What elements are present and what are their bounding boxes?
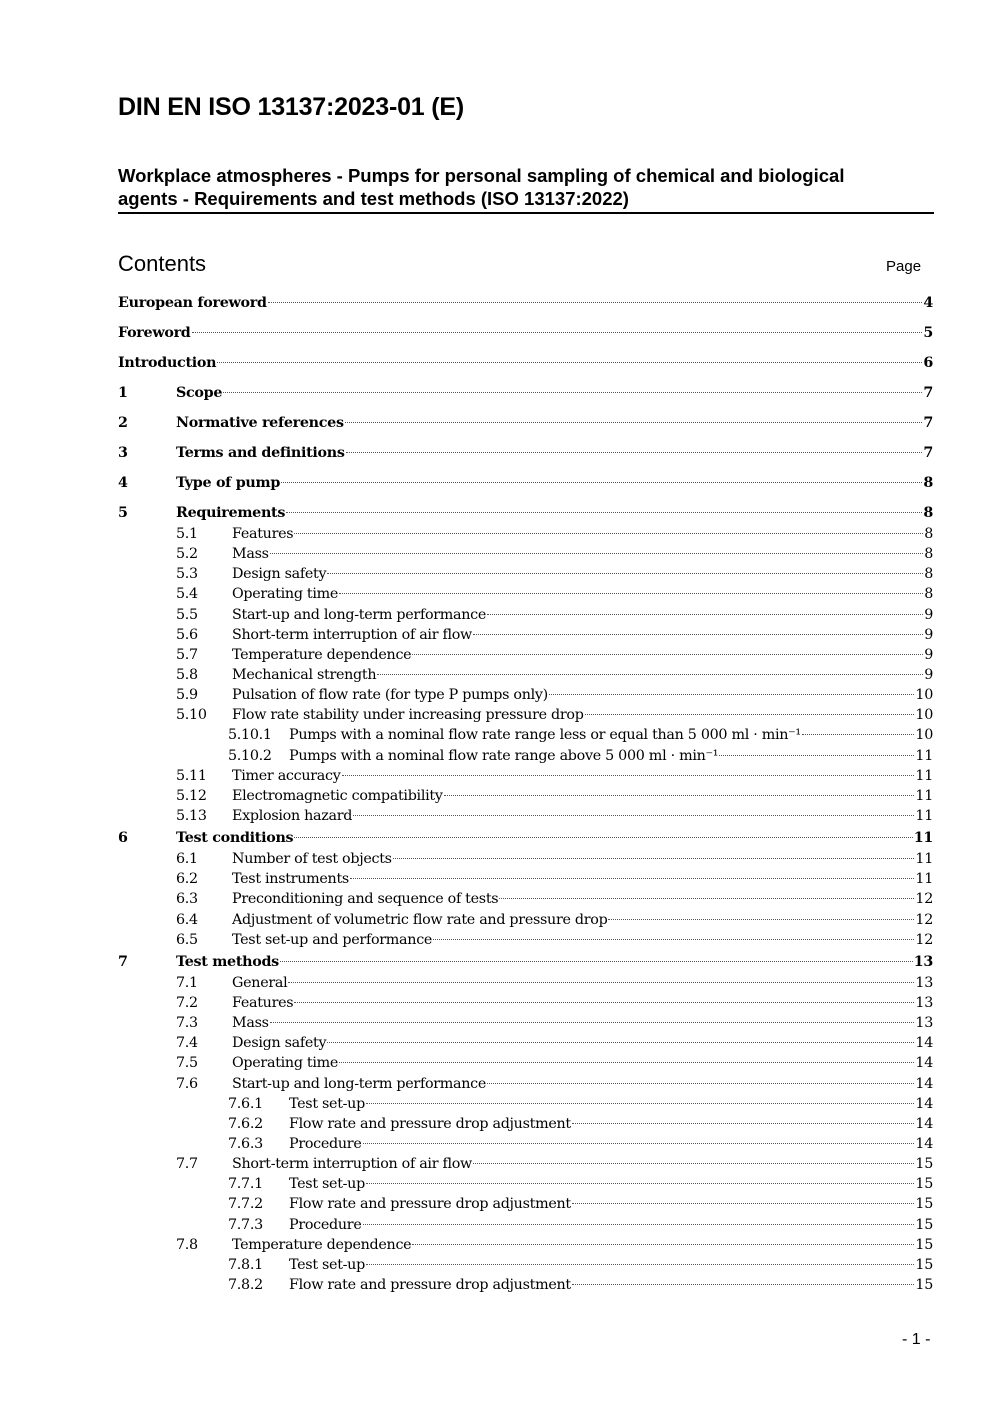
toc-entry[interactable]: [118, 351, 933, 381]
toc-entry-page: 14: [915, 1035, 933, 1052]
toc-entry-page: 10: [915, 727, 933, 744]
toc-entry[interactable]: [118, 746, 933, 766]
toc-entry-title: Scope: [176, 385, 223, 401]
toc-entry-title: Requirements: [176, 505, 286, 521]
toc-entry-page: 14: [915, 1075, 933, 1092]
toc-dot-leader: [473, 1163, 914, 1164]
toc-entry-number: 7.5: [176, 1055, 198, 1072]
toc-dot-leader: [223, 392, 922, 393]
toc-entry-page: 15: [915, 1176, 933, 1193]
table-of-contents: [118, 291, 933, 1295]
toc-entry[interactable]: [118, 889, 933, 909]
toc-entry[interactable]: [118, 1053, 933, 1073]
contents-heading: Contents: [118, 251, 207, 276]
toc-entry-title: Short-term interruption of air flow: [232, 1156, 472, 1173]
toc-entry-page: 7: [923, 445, 933, 461]
toc-entry-title: Procedure: [289, 1216, 362, 1233]
toc-entry-title: Adjustment of volumetric flow rate and pressure drop: [232, 911, 608, 928]
toc-entry-title: Start-up and long-term performance: [232, 606, 487, 623]
toc-entry-number: 3: [118, 445, 128, 461]
toc-dot-leader: [288, 982, 914, 983]
toc-entry-title: Test set-up: [289, 1256, 365, 1273]
toc-dot-leader: [366, 1103, 914, 1104]
toc-entry[interactable]: [118, 910, 933, 930]
toc-entry-title: Explosion hazard: [232, 807, 353, 824]
toc-entry[interactable]: [118, 1194, 933, 1214]
toc-entry[interactable]: [118, 564, 933, 584]
toc-entry-title: Test instruments: [232, 871, 349, 888]
toc-entry-title: Flow rate and pressure drop adjustment: [289, 1115, 571, 1132]
toc-entry-page: 6: [923, 355, 933, 371]
toc-entry-page: 15: [915, 1276, 933, 1293]
toc-entry[interactable]: [118, 471, 933, 501]
toc-entry-title: Test conditions: [176, 830, 294, 847]
toc-entry-number: 5.7: [176, 646, 198, 663]
toc-entry[interactable]: [118, 441, 933, 471]
toc-entry-title: Mass: [232, 546, 269, 563]
toc-entry-page: 4: [923, 295, 933, 311]
toc-entry-number: 7.6.1: [228, 1095, 263, 1112]
toc-entry-title: General: [232, 974, 288, 991]
toc-entry-number: 5.12: [176, 787, 207, 804]
toc-entry-number: 7.6: [176, 1075, 198, 1092]
toc-entry[interactable]: [118, 766, 933, 786]
toc-entry[interactable]: [118, 524, 933, 544]
toc-entry-number: 6.2: [176, 871, 198, 888]
document-title: DIN EN ISO 13137:2023-01 (E): [118, 93, 464, 121]
toc-dot-leader: [719, 755, 914, 756]
toc-entry-page: 11: [915, 851, 933, 868]
toc-entry-number: 5.1: [176, 526, 198, 542]
toc-entry-page: 8: [923, 505, 933, 521]
toc-entry[interactable]: [118, 381, 933, 411]
toc-entry-title: Flow rate and pressure drop adjustment: [289, 1276, 571, 1293]
toc-dot-leader: [487, 614, 923, 615]
toc-dot-leader: [339, 1062, 914, 1063]
toc-dot-leader: [339, 593, 923, 594]
toc-entry[interactable]: [118, 291, 933, 321]
toc-entry-page: 15: [915, 1256, 933, 1273]
toc-entry-number: 7: [118, 953, 128, 970]
toc-dot-leader: [280, 961, 913, 962]
toc-dot-leader: [487, 1083, 914, 1084]
toc-entry[interactable]: [118, 1275, 933, 1295]
toc-entry-number: 5: [118, 505, 128, 521]
toc-dot-leader: [270, 1022, 915, 1023]
toc-dot-leader: [412, 654, 923, 655]
toc-entry-title: Test set-up: [289, 1095, 365, 1112]
toc-entry-page: 15: [915, 1236, 933, 1253]
toc-entry-page: 15: [915, 1196, 933, 1213]
toc-entry-number: 4: [118, 475, 128, 491]
toc-dot-leader: [393, 858, 915, 859]
toc-dot-leader: [363, 1224, 915, 1225]
toc-entry-title: Design safety: [232, 1035, 327, 1052]
toc-entry[interactable]: [118, 584, 933, 604]
toc-entry[interactable]: [118, 1114, 933, 1134]
footer-page-number: - 1 -: [902, 1331, 931, 1348]
toc-entry[interactable]: [118, 1154, 933, 1174]
toc-entry-page: 10: [915, 707, 933, 724]
toc-entry-number: 7.7: [176, 1156, 198, 1173]
toc-entry-number: 6.3: [176, 891, 198, 908]
toc-dot-leader: [294, 837, 912, 838]
toc-entry-page: 7: [923, 385, 933, 401]
toc-entry-page: 8: [924, 566, 933, 583]
toc-entry-page: 9: [924, 666, 933, 683]
toc-dot-leader: [608, 919, 914, 920]
toc-entry-page: 11: [915, 747, 933, 764]
toc-entry-title: Pumps with a nominal flow rate range above 5 000 ml · min⁻¹: [289, 747, 719, 764]
toc-entry-title: Temperature dependence: [232, 646, 412, 663]
toc-entry[interactable]: [118, 1174, 933, 1194]
toc-dot-leader: [281, 482, 922, 483]
toc-entry-title: Features: [232, 526, 294, 542]
toc-entry-title: Number of test objects: [232, 851, 392, 868]
toc-entry-number: 5.5: [176, 606, 198, 623]
toc-entry-page: 11: [915, 871, 933, 888]
toc-dot-leader: [192, 332, 923, 333]
toc-entry[interactable]: [118, 786, 933, 806]
toc-entry-number: 7.8.2: [228, 1276, 263, 1293]
toc-dot-leader: [342, 775, 915, 776]
toc-dot-leader: [433, 939, 914, 940]
toc-entry-title: Pulsation of flow rate (for type P pumps only): [232, 687, 548, 704]
toc-dot-leader: [346, 452, 923, 453]
toc-dot-leader: [268, 302, 923, 303]
toc-dot-leader: [572, 1123, 915, 1124]
toc-entry-page: 8: [923, 475, 933, 491]
toc-entry-number: 5.4: [176, 586, 198, 603]
toc-entry-number: 5.10: [176, 707, 207, 724]
toc-entry-page: 13: [915, 994, 933, 1011]
toc-entry-number: 7.4: [176, 1035, 198, 1052]
toc-entry-page: 13: [913, 953, 933, 970]
toc-entry-title: Foreword: [118, 325, 191, 341]
toc-entry-number: 6: [118, 830, 128, 847]
toc-entry-page: 14: [915, 1095, 933, 1112]
toc-dot-leader: [217, 362, 922, 363]
toc-entry[interactable]: [118, 1033, 933, 1053]
toc-entry-page: 14: [915, 1115, 933, 1132]
toc-entry-page: 11: [915, 767, 933, 784]
toc-entry[interactable]: [118, 544, 933, 564]
toc-dot-leader: [327, 1042, 914, 1043]
toc-entry-title: Operating time: [232, 1055, 339, 1072]
toc-entry[interactable]: [118, 993, 933, 1013]
toc-dot-leader: [286, 512, 922, 513]
toc-entry-page: 13: [915, 1015, 933, 1032]
page-column-label: Page: [886, 258, 922, 275]
toc-entry[interactable]: [118, 869, 933, 889]
toc-entry-number: 5.6: [176, 626, 198, 643]
toc-entry-page: 15: [915, 1156, 933, 1173]
toc-dot-leader: [350, 878, 914, 879]
toc-dot-leader: [345, 422, 923, 423]
toc-dot-leader: [366, 1183, 914, 1184]
toc-entry-number: 5.10.2: [228, 747, 272, 764]
toc-entry[interactable]: [118, 625, 933, 645]
toc-entry-page: 8: [924, 586, 933, 603]
toc-entry-number: 5.10.1: [228, 727, 272, 744]
toc-entry-title: Mass: [232, 1015, 269, 1032]
toc-dot-leader: [412, 1244, 914, 1245]
toc-entry-page: 10: [915, 687, 933, 704]
toc-dot-leader: [572, 1203, 915, 1204]
toc-entry[interactable]: [118, 411, 933, 441]
toc-entry[interactable]: [118, 930, 933, 950]
toc-entry-title: Preconditioning and sequence of tests: [232, 891, 499, 908]
toc-entry-title: Short-term interruption of air flow: [232, 626, 472, 643]
toc-entry-page: 14: [915, 1135, 933, 1152]
toc-dot-leader: [499, 898, 914, 899]
toc-entry-page: 11: [913, 830, 933, 847]
toc-entry-number: 7.6.2: [228, 1115, 263, 1132]
toc-entry-title: Terms and definitions: [176, 445, 345, 461]
toc-entry-page: 9: [924, 606, 933, 623]
toc-dot-leader: [444, 795, 915, 796]
toc-entry-title: Normative references: [176, 415, 344, 431]
toc-entry-page: 13: [915, 974, 933, 991]
toc-entry-number: 7.7.1: [228, 1176, 263, 1193]
toc-entry[interactable]: [118, 605, 933, 625]
toc-entry-title: Pumps with a nominal flow rate range less or equal than 5 000 ml · min⁻¹: [289, 727, 801, 744]
toc-entry-page: 12: [915, 891, 933, 908]
toc-entry-number: 7.1: [176, 974, 198, 991]
toc-entry-title: Features: [232, 994, 294, 1011]
toc-entry-number: 1: [118, 385, 128, 401]
toc-entry-page: 8: [924, 526, 933, 542]
toc-entry-page: 7: [923, 415, 933, 431]
toc-entry-page: 15: [915, 1216, 933, 1233]
toc-entry-title: Design safety: [232, 566, 327, 583]
toc-entry-title: Test set-up and performance: [232, 931, 433, 948]
toc-dot-leader: [270, 553, 924, 554]
toc-entry[interactable]: [118, 321, 933, 351]
toc-dot-leader: [294, 533, 923, 534]
toc-entry-page: 11: [915, 787, 933, 804]
toc-dot-leader: [353, 815, 914, 816]
toc-entry[interactable]: [118, 501, 933, 524]
toc-entry-title: Mechanical strength: [232, 666, 377, 683]
toc-entry[interactable]: [118, 950, 933, 973]
toc-dot-leader: [327, 573, 923, 574]
toc-dot-leader: [473, 634, 923, 635]
toc-entry-number: 7.8: [176, 1236, 198, 1253]
toc-entry-number: 7.7.2: [228, 1196, 263, 1213]
toc-entry[interactable]: [118, 685, 933, 705]
toc-entry-number: 5.11: [176, 767, 207, 784]
toc-entry-number: 7.6.3: [228, 1135, 263, 1152]
toc-entry-number: 2: [118, 415, 128, 431]
toc-entry-title: Test methods: [176, 953, 279, 970]
toc-entry-number: 5.13: [176, 807, 207, 824]
toc-entry[interactable]: [118, 1074, 933, 1094]
toc-entry[interactable]: [118, 826, 933, 849]
toc-entry[interactable]: [118, 1094, 933, 1114]
toc-entry[interactable]: [118, 645, 933, 665]
toc-entry-title: Flow rate and pressure drop adjustment: [289, 1196, 571, 1213]
toc-entry-page: 5: [923, 325, 933, 341]
toc-entry-title: Electromagnetic compatibility: [232, 787, 443, 804]
subtitle-line-2: agents - Requirements and test methods (ISO 13137:2022): [118, 188, 629, 209]
toc-entry-page: 11: [915, 807, 933, 824]
toc-dot-leader: [366, 1264, 914, 1265]
toc-entry-title: Operating time: [232, 586, 339, 603]
toc-dot-leader: [572, 1284, 915, 1285]
toc-dot-leader: [377, 674, 923, 675]
toc-dot-leader: [585, 714, 915, 715]
toc-entry-title: Introduction: [118, 355, 217, 371]
toc-entry[interactable]: [118, 1134, 933, 1154]
toc-entry[interactable]: [118, 1215, 933, 1235]
document-subtitle: [118, 164, 934, 214]
toc-entry-title: Procedure: [289, 1135, 362, 1152]
toc-entry-number: 7.2: [176, 994, 198, 1011]
subtitle-line-1: Workplace atmospheres - Pumps for personal sampling of chemical and biological: [118, 165, 845, 186]
toc-entry-number: 6.1: [176, 851, 198, 868]
toc-entry[interactable]: [118, 973, 933, 993]
toc-entry[interactable]: [118, 806, 933, 826]
toc-entry-number: 5.9: [176, 687, 198, 704]
toc-entry-page: 12: [915, 931, 933, 948]
toc-entry-title: Type of pump: [176, 475, 281, 491]
toc-entry[interactable]: [118, 1013, 933, 1033]
toc-entry[interactable]: [118, 725, 933, 745]
toc-dot-leader: [363, 1143, 915, 1144]
toc-entry[interactable]: [118, 705, 933, 725]
toc-entry-number: 5.3: [176, 566, 198, 583]
toc-dot-leader: [549, 694, 914, 695]
toc-entry[interactable]: [118, 665, 933, 685]
toc-dot-leader: [802, 734, 915, 735]
toc-entry-number: 6.5: [176, 931, 198, 948]
toc-entry-number: 6.4: [176, 911, 198, 928]
toc-entry-title: Temperature dependence: [232, 1236, 412, 1253]
toc-entry-title: Test set-up: [289, 1176, 365, 1193]
toc-entry-number: 7.8.1: [228, 1256, 263, 1273]
toc-entry-page: 8: [924, 546, 933, 563]
toc-dot-leader: [294, 1002, 914, 1003]
toc-entry-title: Timer accuracy: [232, 767, 341, 784]
toc-entry-title: European foreword: [118, 295, 267, 311]
toc-entry-title: Start-up and long-term performance: [232, 1075, 487, 1092]
toc-entry-page: 12: [915, 911, 933, 928]
toc-entry-page: 14: [915, 1055, 933, 1072]
toc-entry-number: 7.3: [176, 1015, 198, 1032]
toc-entry-title: Flow rate stability under increasing pressure drop: [232, 707, 584, 724]
toc-entry-number: 5.2: [176, 546, 198, 563]
toc-entry[interactable]: [118, 1235, 933, 1255]
toc-entry-page: 9: [924, 626, 933, 643]
toc-entry-number: 7.7.3: [228, 1216, 263, 1233]
toc-entry[interactable]: [118, 1255, 933, 1275]
toc-entry-number: 5.8: [176, 666, 198, 683]
toc-entry[interactable]: [118, 849, 933, 869]
toc-entry-page: 9: [924, 646, 933, 663]
